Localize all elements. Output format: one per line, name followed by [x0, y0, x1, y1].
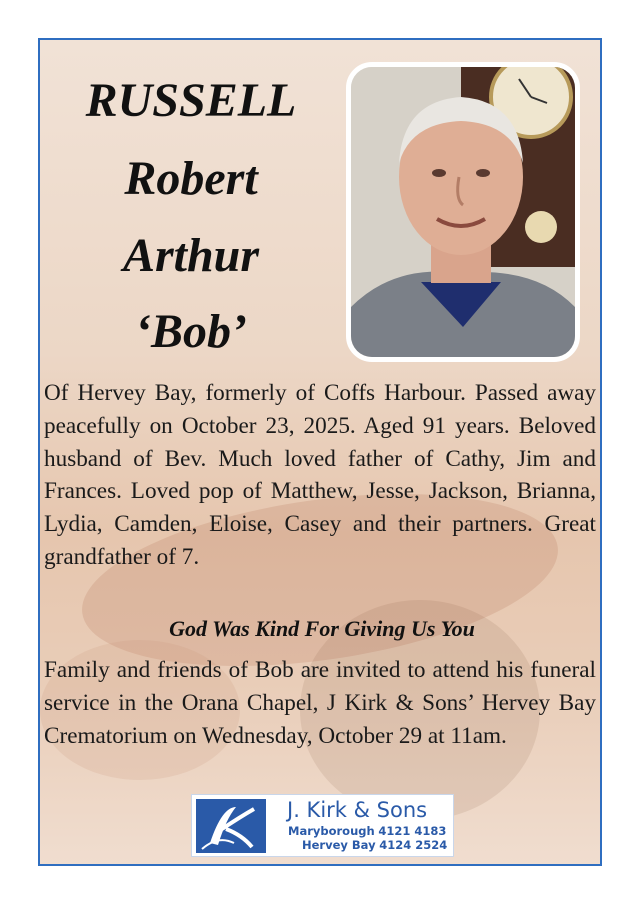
location-label: Maryborough [288, 824, 375, 838]
hervey-bay-phone [302, 838, 447, 852]
phone-number: 4124 2524 [379, 838, 448, 852]
funeral-home-logo [191, 794, 454, 857]
maryborough-phone [288, 824, 446, 838]
surname: RUSSELL [85, 74, 297, 127]
memorial-motto: God Was Kind For Giving Us You [169, 616, 475, 641]
portrait-illustration [351, 67, 575, 357]
phone-number: 4121 4183 [378, 824, 447, 838]
k-monogram-icon [196, 799, 266, 853]
first-name: Robert [124, 152, 258, 205]
firm-name: J. Kirk & Sons [287, 798, 428, 822]
notice-paragraph: Of Hervey Bay, formerly of Coffs Harbour. Passed away peacefully on October 23, 2025. Aged 91 years. Beloved husband of Bev. Much loved father of Cathy, Jim and Frances. Loved pop of Matthew, Jesse, Jackson, Brianna, Lydia, Camden, Eloise, Casey and their partners. Great grandfather of 7. [44, 380, 596, 570]
location-label: Hervey Bay [302, 838, 376, 852]
middle-name: Arthur [122, 229, 260, 282]
funeral-details: Family and friends of Bob are invited to attend his funeral service in the Orana Chapel, J Kirk & Sons’ Hervey Bay Crematorium on Wednesday, October 29 at 11am. [44, 657, 596, 749]
obituary-card [38, 38, 602, 866]
portrait-photo [346, 62, 580, 362]
nickname: ‘Bob’ [135, 305, 247, 358]
